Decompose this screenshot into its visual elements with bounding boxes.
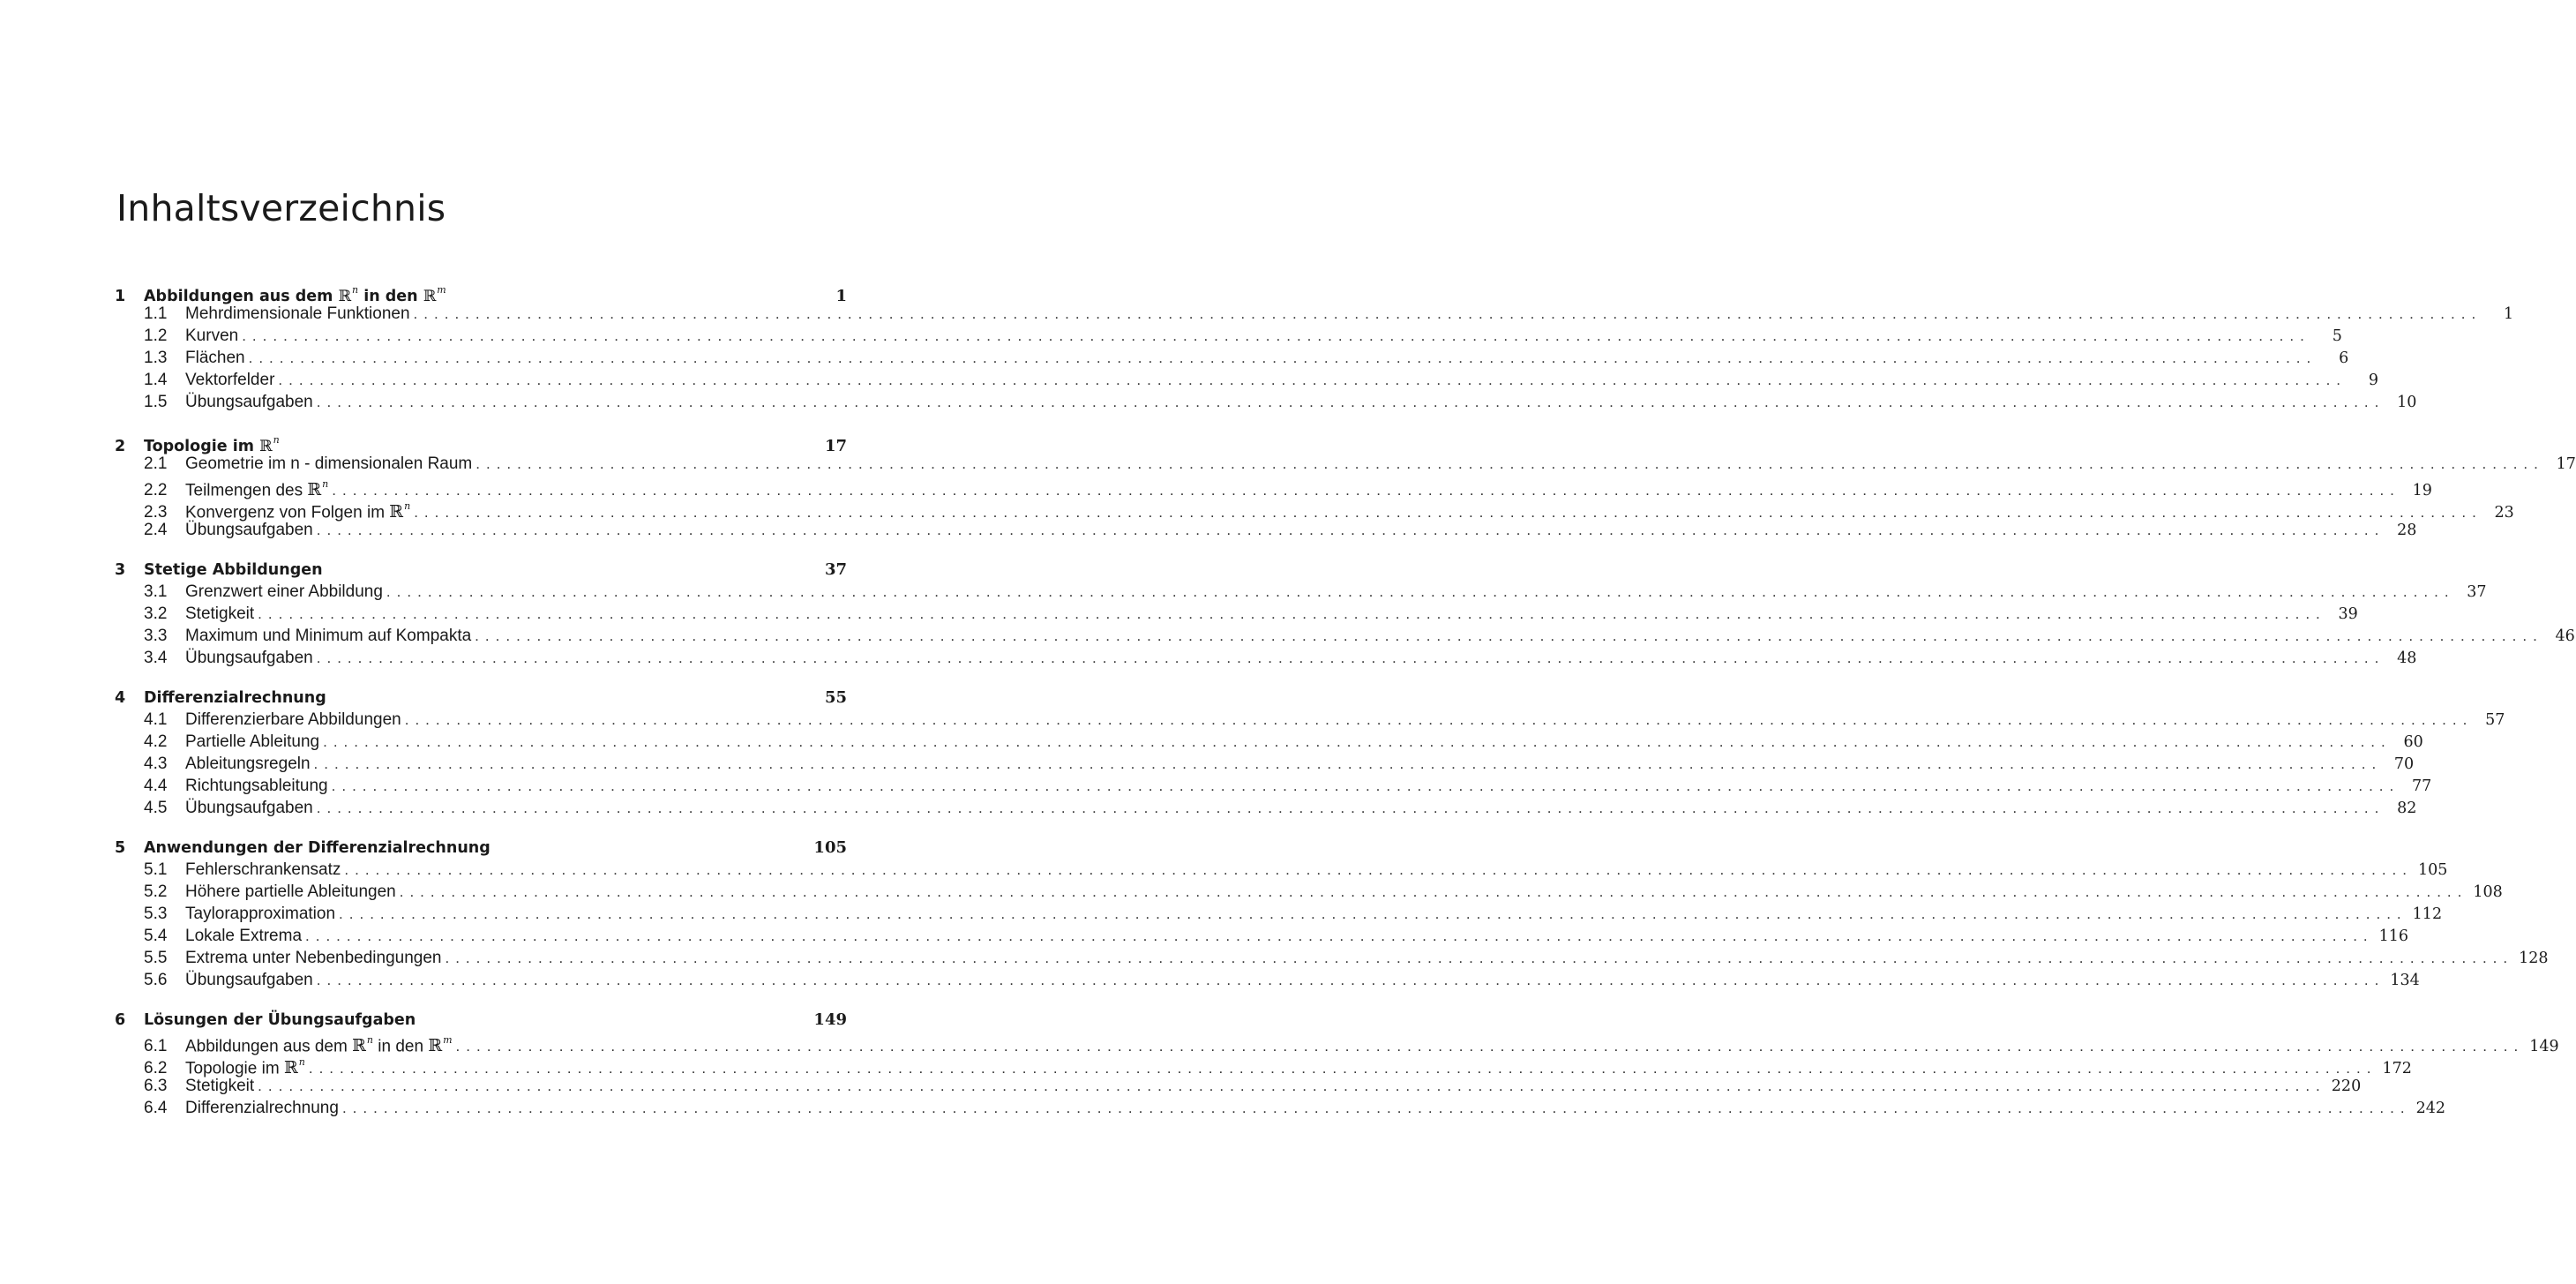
chapter-page-number: 149: [813, 1010, 847, 1029]
section-entry[interactable]: [115, 947, 2549, 969]
section-page-number: 105: [2418, 861, 2448, 879]
dot-leader: ........................................................................................................................................................................................................: [344, 861, 2414, 878]
title-text: Differenzialrechnung: [185, 1099, 339, 1117]
section-entry[interactable]: [115, 303, 2514, 325]
section-number: 1.4: [144, 371, 168, 389]
section-number: 5.5: [144, 949, 168, 967]
title-text: in den: [358, 287, 423, 305]
chapter-number: 2: [115, 437, 126, 455]
section-entry[interactable]: [115, 859, 2448, 881]
chapter-entry[interactable]: [115, 1009, 847, 1031]
section-number: 5.1: [144, 860, 168, 879]
title-text: Abbildungen aus dem: [185, 1037, 353, 1056]
title-text: Richtungsableitung: [185, 777, 328, 795]
dot-leader: ........................................................................................................................................................................................................: [445, 950, 2514, 966]
section-page-number: 46: [2555, 627, 2575, 645]
title-text: Partielle Ableitung: [185, 732, 320, 751]
title-text: Vektorfelder: [185, 371, 275, 389]
section-entry[interactable]: [115, 731, 2423, 753]
chapter-page-number: 55: [824, 688, 847, 707]
section-page-number: 28: [2397, 522, 2417, 539]
table-of-contents: [115, 281, 2576, 1137]
dot-leader: ........................................................................................................................................................................................................: [455, 1038, 2525, 1055]
section-number: 1.3: [144, 349, 168, 367]
section-entry[interactable]: [115, 903, 2443, 925]
dot-leader: ........................................................................................................................................................................................................: [316, 394, 2385, 410]
math-symbol: [352, 1036, 373, 1055]
section-number: 3.4: [144, 649, 168, 667]
dot-leader: ........................................................................................................................................................................................................: [399, 883, 2468, 900]
title-text: Grenzwert einer Abbildung: [185, 582, 383, 601]
dot-leader: ........................................................................................................................................................................................................: [475, 627, 2543, 644]
title-text: Kurven: [185, 327, 239, 345]
math-exponent: n: [298, 1056, 305, 1068]
section-number: 6.1: [144, 1037, 168, 1056]
section-page-number: 112: [2412, 905, 2443, 923]
section-title: [185, 925, 302, 947]
chapter-number: 5: [115, 839, 126, 857]
chapter-number: 4: [115, 689, 126, 707]
section-title: [185, 731, 319, 753]
section-title: [185, 1097, 339, 1119]
dot-leader: ........................................................................................................................................................................................................: [316, 522, 2385, 538]
section-entry[interactable]: [115, 519, 2417, 541]
toc-chapter: [115, 431, 2576, 541]
math-exponent: n: [322, 478, 329, 490]
section-page-number: 60: [2403, 733, 2423, 751]
dot-leader: ........................................................................................................................................................................................................: [476, 455, 2544, 472]
chapter-entry[interactable]: [115, 837, 847, 859]
section-number: 2.2: [144, 481, 168, 500]
dot-leader: ........................................................................................................................................................................................................: [316, 800, 2385, 816]
section-title: [185, 1075, 254, 1097]
chapter-title: [144, 1010, 813, 1032]
section-page-number: 39: [2338, 605, 2358, 623]
math-base: ℝ: [352, 1036, 366, 1056]
title-text: Übungsaufgaben: [185, 971, 313, 989]
math-exponent: n: [366, 1034, 373, 1046]
title-text: Topologie im: [185, 1059, 284, 1078]
toc-chapter: [115, 281, 2514, 413]
section-page-number: 242: [2415, 1100, 2445, 1117]
section-page-number: 172: [2382, 1060, 2412, 1078]
dot-leader: ........................................................................................................................................................................................................: [258, 1078, 2326, 1094]
section-page-number: 134: [2390, 972, 2420, 989]
title-text: Fehlerschrankensatz: [185, 860, 341, 879]
section-entry[interactable]: [115, 475, 2432, 500]
section-entry[interactable]: [115, 603, 2358, 625]
section-page-number: 116: [2378, 927, 2409, 945]
section-number: 5.3: [144, 905, 168, 923]
section-title: [185, 603, 254, 625]
title-text: Übungsaufgaben: [185, 521, 313, 539]
dot-leader: ........................................................................................................................................................................................................: [258, 605, 2326, 622]
section-title: [185, 347, 245, 369]
title-text: Anwendungen der Differenzialrechnung: [144, 839, 490, 857]
title-text: Teilmengen des: [185, 481, 308, 500]
section-number: 5.2: [144, 882, 168, 901]
section-number: 2.4: [144, 521, 168, 539]
section-number: 1.1: [144, 304, 168, 323]
section-number: 6.3: [144, 1077, 168, 1095]
math-base: ℝ: [307, 480, 322, 500]
dot-leader: ........................................................................................................................................................................................................: [242, 327, 2310, 344]
title-text: Differenzierbare Abbildungen: [185, 710, 401, 729]
title-text: Differenzialrechnung: [144, 689, 326, 707]
section-number: 3.2: [144, 604, 168, 623]
section-entry[interactable]: [115, 581, 2487, 603]
dot-leader: ........................................................................................................................................................................................................: [305, 927, 2374, 944]
section-page-number: 108: [2473, 883, 2503, 901]
dot-leader: ........................................................................................................................................................................................................: [308, 1060, 2378, 1078]
section-entry[interactable]: [115, 753, 2415, 775]
title-text: in den: [372, 1037, 429, 1056]
section-entry[interactable]: [115, 647, 2417, 669]
dot-leader: ........................................................................................................................................................................................................: [332, 482, 2400, 499]
section-page-number: 19: [2412, 482, 2432, 500]
section-page-number: 6: [2339, 349, 2349, 367]
section-title: [185, 969, 313, 991]
section-entry[interactable]: [115, 969, 2420, 991]
section-title: [185, 519, 313, 541]
section-entry[interactable]: [115, 369, 2379, 391]
title-text: Konvergenz von Folgen im: [185, 503, 390, 522]
section-page-number: 77: [2411, 777, 2432, 795]
chapter-number: 1: [115, 287, 126, 305]
section-entry[interactable]: [115, 1031, 2559, 1056]
section-number: 1.5: [144, 393, 168, 411]
math-symbol: [428, 1036, 452, 1055]
title-text: Extrema unter Nebenbedingungen: [185, 949, 442, 967]
section-title: [185, 453, 472, 475]
title-text: Flächen: [185, 349, 245, 367]
section-number: 6.2: [144, 1059, 168, 1078]
section-entry[interactable]: [115, 453, 2576, 475]
title-text: Mehrdimensionale Funktionen: [185, 304, 410, 323]
title-text: Übungsaufgaben: [185, 799, 313, 817]
section-page-number: 48: [2397, 650, 2417, 667]
chapter-page-number: 17: [824, 436, 847, 455]
section-title: [185, 325, 238, 347]
title-text: Geometrie im n - dimensionalen Raum: [185, 454, 473, 473]
math-exponent: n: [273, 434, 280, 446]
dot-leader: ........................................................................................................................................................................................................: [339, 905, 2408, 922]
section-title: [185, 625, 471, 647]
section-title: [185, 947, 441, 969]
chapter-number: 6: [115, 1011, 126, 1029]
section-title: [185, 303, 410, 325]
dot-leader: ........................................................................................................................................................................................................: [316, 972, 2385, 988]
section-title: [185, 391, 313, 413]
section-number: 4.3: [144, 755, 168, 773]
section-entry[interactable]: [115, 347, 2349, 369]
math-exponent: m: [443, 1034, 453, 1046]
toc-chapter: [115, 687, 2505, 819]
dot-leader: ........................................................................................................................................................................................................: [316, 650, 2385, 666]
chapter-page-number: 1: [835, 286, 847, 305]
section-page-number: 5: [2332, 327, 2342, 345]
section-number: 3.3: [144, 627, 168, 645]
chapter-entry[interactable]: [115, 687, 847, 709]
section-title: [185, 581, 383, 603]
title-text: Lokale Extrema: [185, 927, 303, 945]
section-entry[interactable]: [115, 391, 2417, 413]
chapter-entry[interactable]: [115, 559, 847, 581]
section-title: [185, 797, 313, 819]
section-page-number: 82: [2397, 800, 2417, 817]
dot-leader: ........................................................................................................................................................................................................: [413, 305, 2482, 322]
section-number: 2.3: [144, 503, 168, 522]
math-base: ℝ: [423, 287, 437, 305]
section-number: 4.1: [144, 710, 168, 729]
dot-leader: ........................................................................................................................................................................................................: [404, 711, 2474, 728]
math-base: ℝ: [389, 502, 404, 522]
section-page-number: 128: [2519, 950, 2549, 967]
math-exponent: n: [404, 500, 411, 512]
title-text: Lösungen der Übungsaufgaben: [144, 1011, 416, 1029]
section-page-number: 17: [2556, 455, 2576, 473]
dot-leader: ........................................................................................................................................................................................................: [331, 777, 2400, 794]
toc-chapter: [115, 559, 2575, 669]
section-number: 5.4: [144, 927, 168, 945]
section-title: [185, 775, 328, 797]
chapter-title: [144, 559, 825, 582]
title-text: Taylorapproximation: [185, 905, 336, 923]
section-entry[interactable]: [115, 925, 2409, 947]
chapter-page-number: 37: [824, 560, 847, 579]
section-page-number: 10: [2397, 394, 2417, 411]
section-number: 6.4: [144, 1099, 168, 1117]
chapter-entry[interactable]: [115, 431, 847, 453]
page-title: Inhaltsverzeichnis: [116, 187, 446, 229]
title-text: Stetige Abbildungen: [144, 561, 323, 579]
math-base: ℝ: [259, 437, 273, 455]
section-title: [185, 647, 313, 669]
section-number: 5.6: [144, 971, 168, 989]
title-text: Übungsaufgaben: [185, 393, 313, 411]
math-base: ℝ: [283, 1058, 298, 1078]
section-title: [185, 753, 311, 775]
section-entry[interactable]: [115, 797, 2417, 819]
dot-leader: ........................................................................................................................................................................................................: [248, 349, 2318, 366]
section-number: 4.5: [144, 799, 168, 817]
section-number: 4.4: [144, 777, 168, 795]
chapter-page-number: 105: [813, 838, 847, 857]
toc-chapter: [115, 837, 2549, 991]
title-text: Topologie im: [144, 437, 260, 455]
section-number: 3.1: [144, 582, 168, 601]
title-text: Ableitungsregeln: [185, 755, 311, 773]
section-entry[interactable]: [115, 1097, 2445, 1119]
section-number: 1.2: [144, 327, 168, 345]
section-title: [185, 859, 341, 881]
section-entry[interactable]: [115, 625, 2575, 647]
section-entry[interactable]: [115, 325, 2342, 347]
math-base: ℝ: [428, 1036, 443, 1056]
title-text: Stetigkeit: [185, 1077, 255, 1095]
section-page-number: 9: [2368, 372, 2379, 389]
chapter-number: 3: [115, 561, 126, 579]
section-entry[interactable]: [115, 709, 2505, 731]
section-entry[interactable]: [115, 775, 2432, 797]
dot-leader: ........................................................................................................................................................................................................: [414, 504, 2482, 522]
section-title: [185, 709, 401, 731]
dot-leader: ........................................................................................................................................................................................................: [313, 755, 2383, 772]
title-text: Abbildungen aus dem: [144, 287, 339, 305]
title-text: Höhere partielle Ableitungen: [185, 882, 396, 901]
title-text: Stetigkeit: [185, 604, 255, 623]
dot-leader: ........................................................................................................................................................................................................: [341, 1100, 2411, 1116]
section-number: 4.2: [144, 732, 168, 751]
section-entry[interactable]: [115, 881, 2503, 903]
section-page-number: 1: [2504, 305, 2514, 323]
section-title: [185, 369, 274, 391]
dot-leader: ........................................................................................................................................................................................................: [386, 583, 2455, 600]
math-exponent: n: [352, 284, 359, 296]
title-text: Übungsaufgaben: [185, 649, 313, 667]
section-page-number: 23: [2494, 504, 2514, 522]
dot-leader: ........................................................................................................................................................................................................: [278, 372, 2348, 388]
chapter-entry[interactable]: [115, 281, 847, 303]
section-page-number: 220: [2331, 1078, 2362, 1095]
section-title: [185, 903, 335, 925]
chapter-title: [144, 687, 825, 710]
dot-leader: ........................................................................................................................................................................................................: [323, 733, 2392, 750]
section-page-number: 149: [2529, 1038, 2559, 1056]
section-number: 2.1: [144, 454, 168, 473]
section-page-number: 70: [2393, 755, 2415, 773]
section-page-number: 37: [2467, 583, 2487, 601]
math-base: ℝ: [338, 287, 352, 305]
section-title: [185, 881, 396, 903]
chapter-title: [144, 837, 813, 860]
title-text: Maximum und Minimum auf Kompakta: [185, 627, 472, 645]
section-page-number: 57: [2485, 711, 2505, 729]
section-entry[interactable]: [115, 1075, 2362, 1097]
math-exponent: m: [437, 284, 446, 296]
toc-chapter: [115, 1009, 2559, 1119]
